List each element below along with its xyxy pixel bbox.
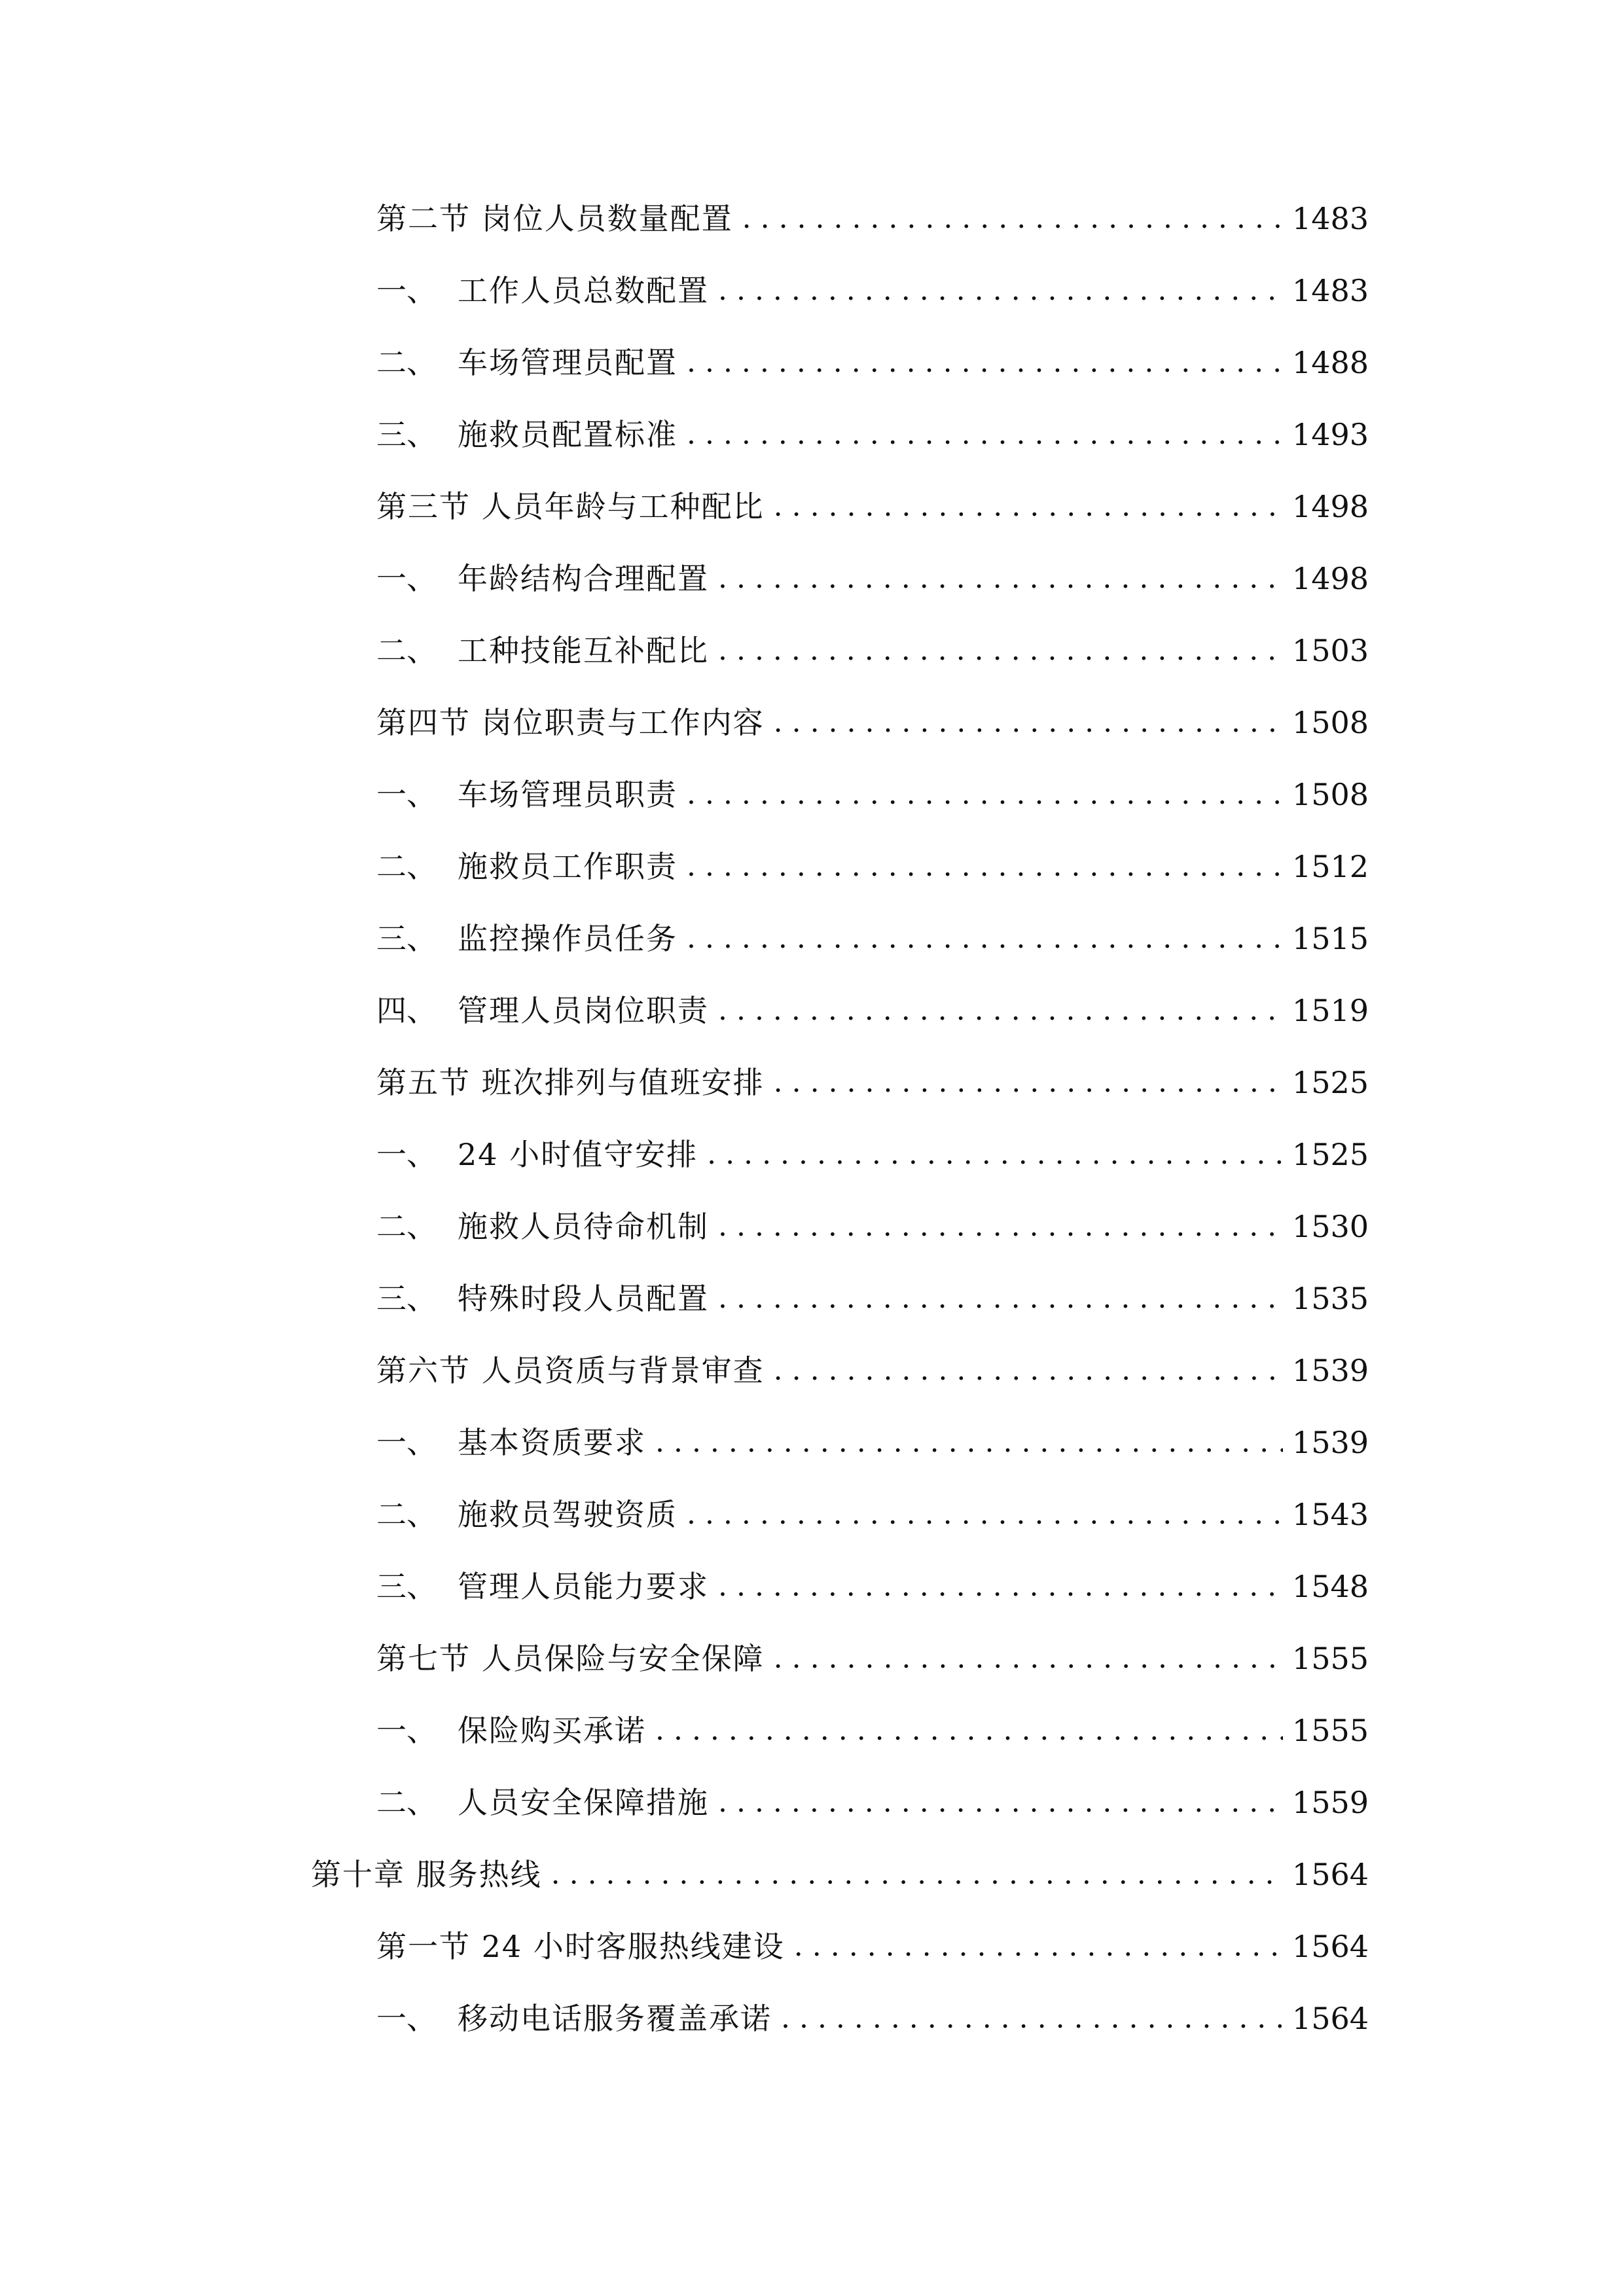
toc-entry-title: 第十章 服务热线 — [311, 1857, 542, 1892]
toc-entry[interactable] — [376, 624, 1369, 677]
toc-leader-dots — [718, 1272, 1283, 1325]
toc-entry[interactable] — [376, 1560, 1369, 1613]
toc-entry-title: 第五节 班次排列与值班安排 — [376, 1065, 765, 1100]
toc-entry-page: 1503 — [1291, 633, 1369, 668]
toc-leader-dots — [774, 480, 1283, 533]
toc-entry[interactable] — [376, 768, 1369, 821]
toc-entry-label: 特殊时段人员配置 — [458, 1281, 709, 1316]
toc-entry-page: 1498 — [1291, 489, 1369, 524]
toc-entry-title — [376, 1992, 772, 2045]
toc-entry-title — [376, 624, 709, 677]
toc-entry-label: 管理人员能力要求 — [458, 1569, 709, 1604]
toc-leader-dots — [742, 192, 1283, 245]
toc-entry-prefix: 三、 — [376, 417, 437, 452]
toc-entry-page: 1555 — [1291, 1641, 1369, 1676]
toc-entry-page: 1564 — [1291, 1857, 1369, 1892]
toc-leader-dots — [718, 552, 1283, 605]
toc-leader-dots — [687, 1488, 1283, 1541]
toc-entry[interactable] — [376, 1200, 1369, 1253]
toc-entry-title — [376, 336, 677, 389]
toc-entry-page: 1483 — [1291, 273, 1369, 308]
toc-entry-label: 车场管理员职责 — [458, 777, 677, 812]
toc-entry-label: 施救员工作职责 — [458, 849, 677, 884]
toc-entry[interactable] — [376, 1344, 1369, 1397]
toc-entry-page: 1512 — [1291, 849, 1369, 884]
toc-entry-prefix: 二、 — [376, 345, 437, 380]
toc-leader-dots — [781, 1992, 1283, 2045]
toc-entry-page: 1548 — [1291, 1569, 1369, 1604]
toc-entry-page: 1539 — [1291, 1353, 1369, 1388]
toc-entry-page: 1559 — [1291, 1785, 1369, 1820]
toc-entry-title — [376, 1488, 677, 1541]
toc-entry-page: 1564 — [1291, 2001, 1369, 2036]
toc-entry-label: 施救人员待命机制 — [458, 1209, 709, 1244]
toc-entry-prefix: 二、 — [376, 1209, 437, 1244]
toc-leader-dots — [707, 1128, 1283, 1181]
toc-entry-label: 基本资质要求 — [458, 1425, 646, 1460]
toc-entry-label: 工种技能互补配比 — [458, 633, 709, 668]
toc-entry-title — [376, 1272, 709, 1325]
toc-entry[interactable] — [376, 840, 1369, 893]
toc-entry[interactable] — [376, 1416, 1369, 1469]
toc-entry-page: 1564 — [1291, 1929, 1369, 1964]
toc-entry-page: 1555 — [1291, 1713, 1369, 1748]
toc-entry-title: 第二节 岗位人员数量配置 — [376, 201, 733, 236]
toc-leader-dots — [774, 1632, 1283, 1685]
toc-entry-title — [376, 552, 709, 605]
toc-entry-page: 1515 — [1291, 921, 1369, 956]
toc-leader-dots — [687, 768, 1283, 821]
toc-entry-page: 1525 — [1291, 1137, 1369, 1172]
toc-entry[interactable] — [376, 1992, 1369, 2045]
toc-leader-dots — [687, 912, 1283, 965]
toc-entry-page: 1539 — [1291, 1425, 1369, 1460]
toc-entry-title — [376, 408, 677, 461]
toc-entry-page: 1519 — [1291, 993, 1369, 1028]
toc-entry-title — [376, 984, 709, 1037]
toc-entry-title — [376, 912, 677, 965]
toc-entry-title — [376, 1560, 709, 1613]
toc-entry-prefix: 一、 — [376, 561, 437, 596]
toc-entry-prefix: 四、 — [376, 993, 437, 1028]
toc-entry[interactable] — [376, 264, 1369, 317]
toc-entry-title: 第六节 人员资质与背景审查 — [376, 1353, 765, 1388]
toc-leader-dots — [718, 1560, 1283, 1613]
toc-entry-title — [376, 840, 677, 893]
toc-entry-title: 第七节 人员保险与安全保障 — [376, 1641, 765, 1676]
toc-entry-page: 1498 — [1291, 561, 1369, 596]
toc-entry-page: 1488 — [1291, 345, 1369, 380]
toc-entry-prefix: 二、 — [376, 849, 437, 884]
toc-entry-prefix: 一、 — [376, 1137, 437, 1172]
toc-entry-label: 24 小时值守安排 — [458, 1137, 698, 1172]
toc-entry-title — [376, 264, 709, 317]
toc-entry-title — [376, 1776, 709, 1829]
toc-entry-title: 第四节 岗位职责与工作内容 — [376, 705, 765, 740]
toc-entry-prefix: 二、 — [376, 1497, 437, 1532]
toc-entry[interactable] — [376, 1776, 1369, 1829]
toc-entry-prefix: 三、 — [376, 921, 437, 956]
toc-leader-dots — [774, 1056, 1283, 1109]
toc-entry[interactable] — [376, 984, 1369, 1037]
toc-entry[interactable] — [376, 1056, 1369, 1109]
toc-entry-page: 1543 — [1291, 1497, 1369, 1532]
toc-leader-dots — [687, 336, 1283, 389]
toc-entry[interactable] — [376, 336, 1369, 389]
toc-entry-label: 施救员配置标准 — [458, 417, 677, 452]
toc-entry[interactable] — [376, 1920, 1369, 1973]
toc-entry-label: 监控操作员任务 — [458, 921, 677, 956]
toc-entry-label: 移动电话服务覆盖承诺 — [458, 2001, 772, 2036]
toc-entry[interactable] — [376, 1488, 1369, 1541]
toc-entry-prefix: 一、 — [376, 1713, 437, 1748]
toc-entry-prefix: 三、 — [376, 1569, 437, 1604]
toc-entry[interactable] — [376, 192, 1369, 245]
toc-entry-label: 车场管理员配置 — [458, 345, 677, 380]
toc-leader-dots — [687, 408, 1283, 461]
toc-leader-dots — [718, 1776, 1283, 1829]
toc-entry[interactable] — [376, 1128, 1369, 1181]
toc-entry[interactable] — [376, 912, 1369, 965]
toc-entry-page: 1493 — [1291, 417, 1369, 452]
toc-entry-label: 人员安全保障措施 — [458, 1785, 709, 1820]
toc-leader-dots — [718, 1200, 1283, 1253]
toc-entry[interactable] — [376, 552, 1369, 605]
toc-entry-page: 1530 — [1291, 1209, 1369, 1244]
toc-entry-title — [376, 1704, 646, 1757]
toc-entry-label: 年龄结构合理配置 — [458, 561, 709, 596]
toc-entry-page: 1508 — [1291, 705, 1369, 740]
toc-entry-page: 1525 — [1291, 1065, 1369, 1100]
toc-entry-label: 施救员驾驶资质 — [458, 1497, 677, 1532]
toc-entry-prefix: 三、 — [376, 1281, 437, 1316]
toc-entry-label: 管理人员岗位职责 — [458, 993, 709, 1028]
toc-entry[interactable] — [376, 480, 1369, 533]
toc-entry-prefix: 一、 — [376, 1425, 437, 1460]
toc-leader-dots — [774, 1344, 1283, 1397]
toc-leader-dots — [794, 1920, 1283, 1973]
toc-entry-prefix: 二、 — [376, 1785, 437, 1820]
toc-entry-title — [376, 1200, 709, 1253]
toc-entry[interactable] — [376, 408, 1369, 461]
toc-entry-prefix: 一、 — [376, 273, 437, 308]
toc-leader-dots — [774, 696, 1283, 749]
toc-entry-prefix: 一、 — [376, 777, 437, 812]
toc-entry-title — [376, 1128, 698, 1181]
toc-leader-dots — [718, 264, 1283, 317]
toc-entry-page: 1483 — [1291, 201, 1369, 236]
toc-entry-page: 1535 — [1291, 1281, 1369, 1316]
toc-leader-dots — [551, 1848, 1283, 1901]
toc-entry[interactable] — [376, 696, 1369, 749]
toc-entry-page: 1508 — [1291, 777, 1369, 812]
toc-entry-title — [376, 1416, 646, 1469]
toc-leader-dots — [655, 1416, 1283, 1469]
toc-entry-title: 第三节 人员年龄与工种配比 — [376, 489, 765, 524]
toc-leader-dots — [718, 984, 1283, 1037]
toc-leader-dots — [687, 840, 1283, 893]
toc-entry[interactable] — [376, 1704, 1369, 1757]
toc-entry-label: 工作人员总数配置 — [458, 273, 709, 308]
toc-entry-label: 保险购买承诺 — [458, 1713, 646, 1748]
toc-entry-prefix: 一、 — [376, 2001, 437, 2036]
toc-entry[interactable] — [376, 1272, 1369, 1325]
toc-leader-dots — [718, 624, 1283, 677]
toc-entry-prefix: 二、 — [376, 633, 437, 668]
toc-entry-title — [376, 768, 677, 821]
toc-entry-title: 第一节 24 小时客服热线建设 — [376, 1929, 785, 1964]
toc-entry[interactable] — [311, 1848, 1369, 1901]
toc-entry[interactable] — [376, 1632, 1369, 1685]
toc-leader-dots — [655, 1704, 1283, 1757]
